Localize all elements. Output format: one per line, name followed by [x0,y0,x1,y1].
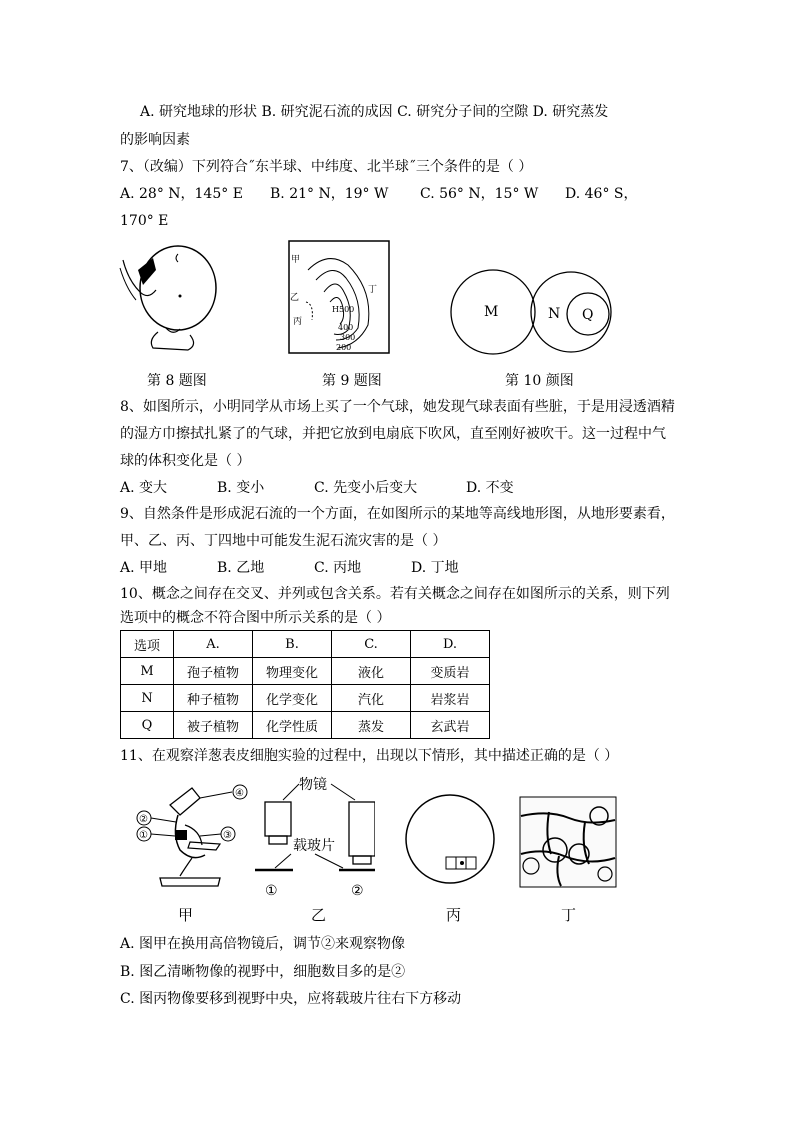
figure-ding-caption: 丁 [561,906,577,924]
table-cell: 玄武岩 [411,712,490,739]
q7-option-c: C. 56° N，15° W [420,186,539,202]
table-cell: 物理变化 [253,658,332,685]
label-2: ② [139,814,148,825]
q9-option-a: A. 甲地 [120,560,168,576]
table-cell: Q [121,712,174,739]
table-cell: 液化 [332,658,411,685]
concept-relation-figure [448,258,628,364]
q8-stem-line3: 球的体积变化是（ ） [120,453,251,469]
q8-option-c: C. 先变小后变大 [314,480,418,496]
q10-options-table [120,630,490,739]
venn-label-q: Q [582,307,594,323]
figure-yi-caption: 乙 [311,906,327,924]
q6-options-cont: 的影响因素 [120,132,190,148]
q7-option-d: D. 46° S， [565,186,638,202]
table-row [121,712,490,739]
table-row [121,658,490,685]
map-label-h500: H500 [332,305,355,314]
map-label-400: 400 [338,323,354,332]
q7-options [120,184,637,204]
label-4: ④ [235,788,244,799]
map-label-300: 300 [340,333,356,342]
objective-label: 物镜 [299,777,327,793]
q9-options [120,558,459,578]
map-label-jia: 甲 [291,255,301,265]
label-3: ③ [223,830,232,841]
q10-stem-line1: 10、概念之间存在交叉、并列或包含关系。若有关概念之间存在如图所示的关系，则下列 [120,586,670,602]
q7-stem: 7、（改编）下列符合˝东半球、中纬度、北半球˝三个条件的是（ ） [120,159,533,175]
map-label-ding: 丁 [368,285,378,295]
q7-option-d-cont: 170° E [120,213,169,229]
objective-lens-figure [255,772,375,902]
figure-bing-caption: 丙 [446,906,462,924]
balloon-figure [118,240,218,355]
q9-stem-line1: 9、自然条件是形成泥石流的一个方面，在如图所示的某地等高线地形图，从地形要素看， [120,506,675,522]
table-header-cell: A. [174,631,253,658]
q11-option-b: B. 图乙清晰物像的视野中，细胞数目多的是② [120,964,406,980]
q11-option-a: A. 图甲在换用高倍物镜后，调节②来观察物像 [120,936,406,952]
map-label-yi: 乙 [290,293,300,303]
table-header-row [121,631,490,658]
table-cell: M [121,658,174,685]
q8-option-b: B. 变小 [217,480,265,496]
table-header-cell: 选项 [121,631,174,658]
contour-map-figure [288,240,390,354]
q9-option-d: D. 丁地 [411,560,459,576]
map-label-200: 200 [336,343,352,352]
map-label-bing: 丙 [293,317,303,327]
figure-10-caption: 第 10 颜图 [505,373,574,389]
table-cell: 蒸发 [332,712,411,739]
q7-option-a: A. 28° N，145° E [120,186,243,202]
label-2: ② [351,883,364,899]
slide-label: 载玻片 [293,838,335,854]
q8-stem-line1: 8、如图所示，小明同学从市场上买了一个气球，她发现气球表面有些脏，于是用浸透酒精 [120,399,675,415]
table-cell: 化学变化 [253,685,332,712]
q8-option-a: A. 变大 [120,480,168,496]
q6-options: A. 研究地球的形状 B. 研究泥石流的成因 C. 研究分子间的空隙 D. 研究蒸发 [140,104,609,120]
table-cell: 汽化 [332,685,411,712]
table-cell: 孢子植物 [174,658,253,685]
q9-option-b: B. 乙地 [217,560,265,576]
q10-stem-line2: 选项中的概念不符合图中所示关系的是（ ） [120,610,391,626]
field-of-view-figure [404,793,496,885]
figure-8-caption: 第 8 题图 [147,373,207,389]
q9-option-c: C. 丙地 [314,560,362,576]
table-cell: 岩浆岩 [411,685,490,712]
venn-label-n: N [548,306,561,322]
q11-stem: 11、在观察洋葱表皮细胞实验的过程中，出现以下情形，其中描述正确的是（ ） [120,748,619,764]
q8-option-d: D. 不变 [466,480,514,496]
microscope-figure [130,780,250,892]
table-cell: 变质岩 [411,658,490,685]
table-cell: N [121,685,174,712]
label-1: ① [139,830,148,841]
venn-label-m: M [484,304,499,320]
table-header-cell: D. [411,631,490,658]
table-header-cell: C. [332,631,411,658]
onion-cells-figure [519,796,617,888]
q11-option-c: C. 图丙物像要移到视野中央，应将载玻片往右下方移动 [120,991,462,1007]
q9-stem-line2: 甲、乙、丙、丁四地中可能发生泥石流灾害的是（ ） [120,533,447,549]
figure-9-caption: 第 9 题图 [322,373,382,389]
figure-jia-caption: 甲 [178,906,194,924]
table-header-cell: B. [253,631,332,658]
table-row [121,685,490,712]
table-cell: 被子植物 [174,712,253,739]
q7-option-b: B. 21° N，19° W [270,186,389,202]
table-cell: 种子植物 [174,685,253,712]
q8-options [120,478,514,498]
q8-stem-line2: 的湿方巾擦拭扎紧了的气球，并把它放到电扇底下吹风，直至刚好被吹干。这一过程中气 [120,426,666,442]
table-cell: 化学性质 [253,712,332,739]
label-1: ① [265,883,278,899]
